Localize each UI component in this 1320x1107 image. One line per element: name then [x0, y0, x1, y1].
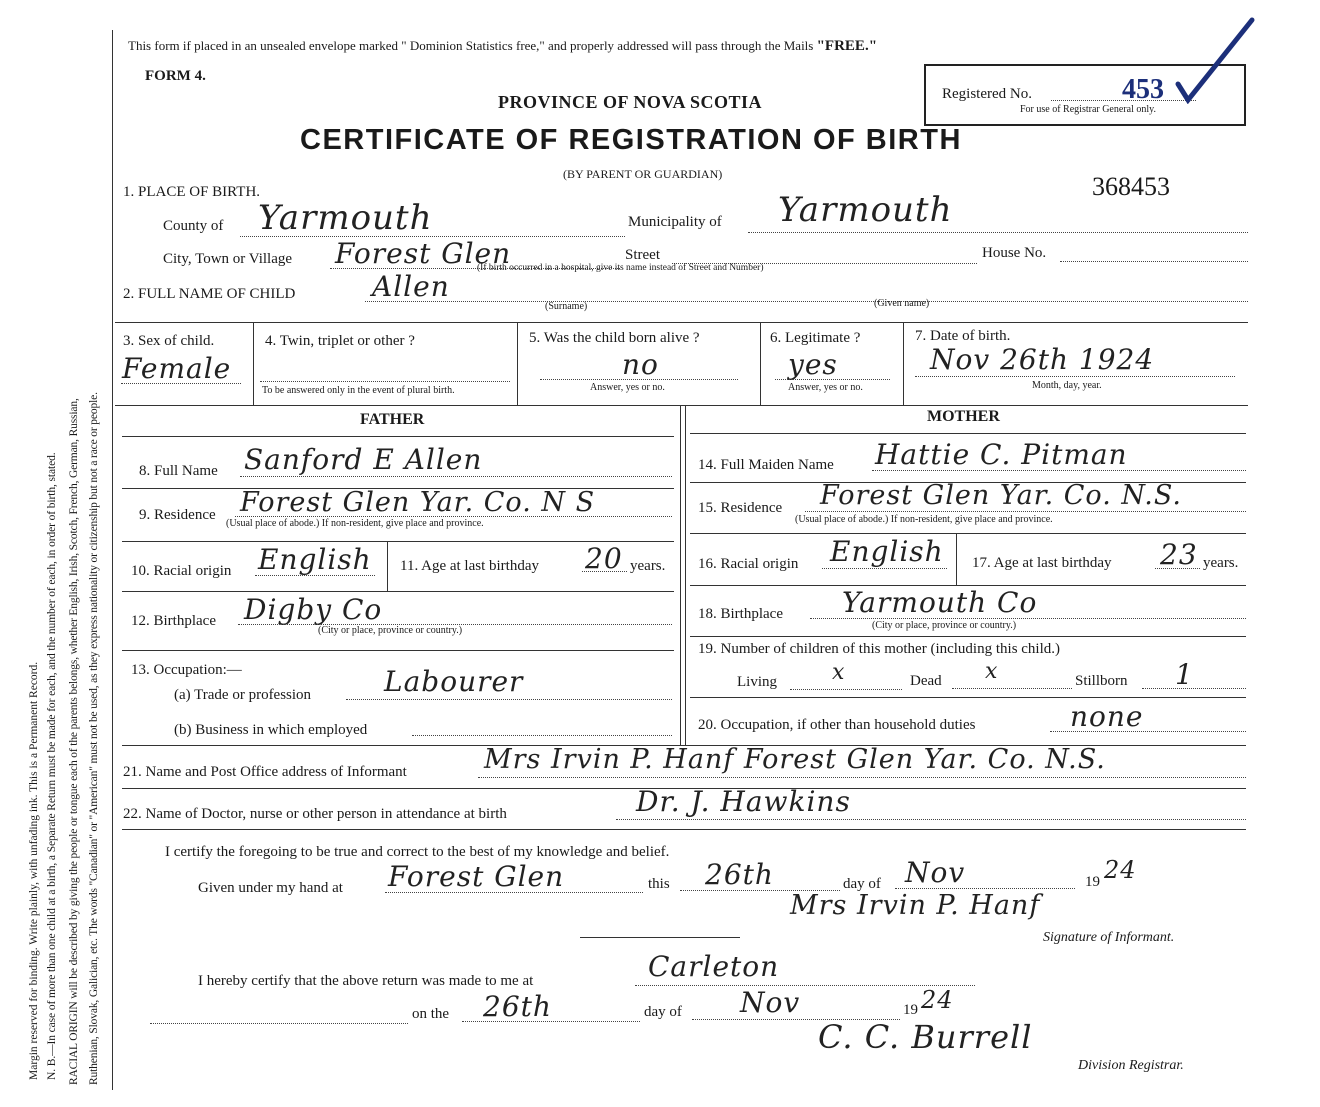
reg-day-of-label: day of [644, 1004, 682, 1020]
city-label: City, Town or Village [163, 251, 293, 267]
dead-label: Dead [910, 673, 942, 689]
mother-years: years. [1203, 555, 1239, 571]
column-divider [680, 405, 681, 745]
mother-birthplace: Yarmouth Co [842, 586, 1038, 619]
father-age: 20 [585, 542, 623, 575]
mother-birthplace-label: 18. Birthplace [698, 606, 783, 622]
alive-value: no [622, 348, 659, 381]
business-label: (b) Business in which employed [174, 722, 368, 738]
father-race: English [258, 543, 372, 576]
given-name-note: (Given name) [874, 298, 930, 309]
registrar-place: Carleton [648, 950, 780, 983]
mother-residence-label: 15. Residence [698, 500, 783, 516]
living-value: x [832, 660, 846, 685]
father-occupation-label: 13. Occupation:— [131, 662, 242, 678]
mother-children-label: 19. Number of children of this mother (including this child.) [698, 641, 1061, 657]
registered-label: Registered No. [942, 86, 1032, 102]
margin-note-2: N. B.—In case of more than one child at a birth, a Separate Return must be made for each, and the number of each, in order of birth, stated. [46, 452, 58, 1080]
registrar-statement: I hereby certify that the above return was made to me at [198, 973, 534, 989]
legitimate-note: Answer, yes or no. [788, 382, 863, 393]
certificate-title: CERTIFICATE OF REGISTRATION OF BIRTH [300, 124, 962, 156]
certificate-subtitle: (BY PARENT OR GUARDIAN) [563, 167, 723, 181]
province-title: PROVINCE OF NOVA SCOTIA [498, 92, 763, 112]
informant-signature: Mrs Irvin P. Hanf [790, 890, 1041, 921]
this-label: this [648, 876, 670, 892]
mother-birthplace-note: (City or place, province or country.) [872, 620, 1017, 631]
mother-residence: Forest Glen Yar. Co. N.S. [820, 480, 1182, 511]
place-of-birth-heading: 1. PLACE OF BIRTH. [123, 184, 261, 200]
registrar-signature: C. C. Burrell [818, 1018, 1033, 1056]
binding-margin-line [112, 30, 113, 1090]
mother-name: Hattie C. Pitman [875, 438, 1128, 471]
mother-occupation-label: 20. Occupation, if other than household duties [698, 717, 976, 733]
alive-label: 5. Was the child born alive ? [529, 330, 700, 346]
margin-note-4: Ruthenian, Slovak, Galician, etc. The words "Canadian" or "American" must not be used, as they express nationality or citizenship but not a race or people. [88, 392, 100, 1085]
mother-occupation: none [1070, 700, 1144, 733]
street-label: Street [625, 247, 660, 263]
given-month: Nov [905, 856, 966, 889]
father-name: Sanford E Allen [244, 443, 483, 476]
father-heading: FATHER [360, 411, 425, 428]
child-surname: Allen [372, 270, 450, 303]
form-number: FORM 4. [145, 68, 206, 84]
father-birthplace-label: 12. Birthplace [131, 613, 216, 629]
margin-note-1: Margin reserved for binding. Write plainly, with unfading ink. This is a Permanent Record. [28, 661, 40, 1080]
house-label: House No. [982, 245, 1047, 261]
county-label: County of [163, 218, 224, 234]
alive-note: Answer, yes or no. [590, 382, 665, 393]
dob-note: Month, day, year. [1032, 380, 1102, 391]
registrar-year: 24 [921, 986, 954, 1014]
father-birthplace: Digby Co [244, 593, 383, 626]
father-race-label: 10. Racial origin [131, 563, 232, 579]
father-residence-note: (Usual place of abode.) If non-resident, give place and province. [226, 518, 484, 529]
given-day: 26th [705, 858, 774, 891]
signature-label: Signature of Informant. [1043, 930, 1175, 945]
municipality-value: Yarmouth [778, 190, 953, 230]
mother-age-label: 17. Age at last birthday [972, 555, 1112, 571]
father-age-label: 11. Age at last birthday [400, 558, 539, 574]
county-value: Yarmouth [258, 198, 433, 238]
mother-race-label: 16. Racial origin [698, 556, 799, 572]
sex-value: Female [122, 352, 232, 385]
margin-note-3: RACIAL ORIGIN will be described by giving the people or tongue each of the parents belongs, whether English, Irish, Scotch, French, German, Russian, [68, 398, 80, 1085]
father-years: years. [630, 558, 666, 574]
hospital-note: (If birth occurred in a hospital, give its name instead of Street and Number) [477, 263, 764, 273]
stillborn-value: 1 [1175, 658, 1194, 691]
municipality-label: Municipality of [628, 214, 722, 230]
dead-value: x [985, 659, 999, 684]
surname-note: (Surname) [545, 301, 588, 312]
informant-value: Mrs Irvin P. Hanf Forest Glen Yar. Co. N.S. [484, 744, 1106, 775]
sex-label: 3. Sex of child. [123, 333, 215, 349]
registrar-day: 26th [483, 990, 552, 1023]
registered-value: 453 [1122, 74, 1164, 105]
father-name-label: 8. Full Name [139, 463, 218, 479]
given-year: 24 [1104, 856, 1137, 884]
doctor-value: Dr. J. Hawkins [636, 785, 851, 818]
certificate-number: 368453 [1092, 172, 1170, 201]
mother-residence-note: (Usual place of abode.) If non-resident, give place and province. [795, 514, 1053, 525]
stillborn-label: Stillborn [1075, 673, 1128, 689]
day-of-label: day of [843, 876, 881, 892]
legitimate-value: yes [788, 348, 838, 381]
on-the-label: on the [412, 1006, 450, 1022]
father-birthplace-note: (City or place, province or country.) [318, 625, 463, 636]
informant-label: 21. Name and Post Office address of Informant [123, 764, 407, 780]
mother-age: 23 [1160, 538, 1198, 571]
mother-heading: MOTHER [927, 408, 1000, 425]
given-label: Given under my hand at [198, 880, 343, 896]
year-prefix: 19 [1085, 874, 1100, 890]
registrar-label: Division Registrar. [1078, 1058, 1184, 1073]
twin-note: To be answered only in the event of plural birth. [262, 385, 455, 396]
mail-notice: This form if placed in an unsealed envelope marked " Dominion Statistics free," and properly addressed will pass through the Mails "FREE." [128, 38, 878, 54]
father-trade: Labourer [384, 665, 524, 698]
doctor-label: 22. Name of Doctor, nurse or other person in attendance at birth [123, 806, 507, 822]
legitimate-label: 6. Legitimate ? [770, 330, 861, 346]
given-place: Forest Glen [388, 860, 565, 893]
registrar-month: Nov [740, 986, 801, 1019]
dob-label: 7. Date of birth. [915, 328, 1011, 344]
mother-race: English [830, 535, 944, 568]
check-mark-icon [1170, 14, 1260, 104]
mother-name-label: 14. Full Maiden Name [698, 457, 834, 473]
child-name-label: 2. FULL NAME OF CHILD [123, 286, 296, 302]
trade-label: (a) Trade or profession [174, 687, 312, 703]
twin-label: 4. Twin, triplet or other ? [265, 333, 415, 349]
registered-note: For use of Registrar General only. [1020, 104, 1156, 115]
living-label: Living [737, 674, 777, 690]
dob-value: Nov 26th 1924 [930, 343, 1155, 376]
father-residence-label: 9. Residence [139, 507, 216, 523]
certify-statement: I certify the foregoing to be true and correct to the best of my knowledge and belief. [165, 844, 670, 860]
city-value: Forest Glen [335, 237, 512, 270]
father-residence: Forest Glen Yar. Co. N S [240, 487, 596, 518]
reg-year-prefix: 19 [903, 1002, 918, 1018]
